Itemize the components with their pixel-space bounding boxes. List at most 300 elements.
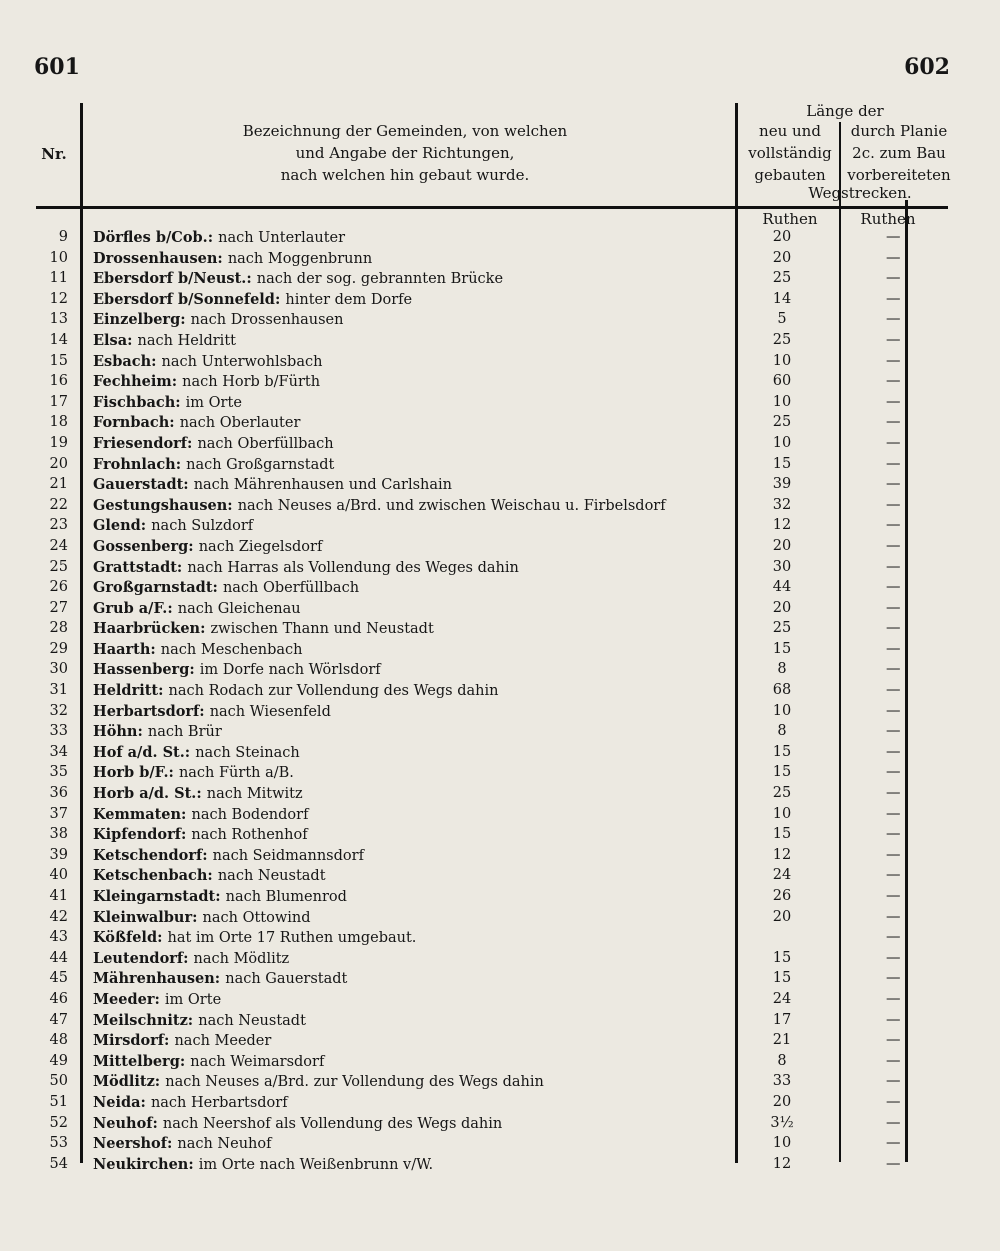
row-description: [93, 229, 345, 246]
header-col-new-line-3: gebauten: [754, 166, 826, 184]
row-value: 3½: [770, 1114, 794, 1131]
row-dash: —: [886, 826, 901, 843]
row-dash: —: [886, 290, 901, 307]
row-number: 39: [49, 846, 68, 863]
row-description: [93, 600, 301, 617]
row-description: [93, 517, 253, 534]
row-number: 21: [49, 476, 68, 493]
table-row: [0, 990, 1000, 1011]
row-route: nach der sog. gebrannten Brücke: [256, 271, 504, 288]
table-row: [0, 825, 1000, 846]
table-row: [0, 1031, 1000, 1052]
row-value: 20: [772, 908, 792, 925]
row-value: 60: [772, 373, 792, 390]
table-row: [0, 928, 1000, 949]
row-value: 25: [772, 414, 792, 431]
row-route: nach Mödlitz: [193, 950, 290, 967]
row-number: 18: [49, 414, 68, 431]
header-description-line-2: und Angabe der Richtungen,: [295, 144, 515, 162]
row-route: nach Rothenhof: [191, 827, 308, 844]
row-dash: —: [886, 640, 901, 657]
row-description: [93, 1115, 502, 1132]
row-number: 36: [49, 785, 68, 802]
row-number: 38: [49, 826, 68, 843]
table-row: [0, 681, 1000, 702]
table-row: [0, 1072, 1000, 1093]
row-dash: —: [886, 1073, 901, 1090]
row-number: 11: [49, 270, 68, 287]
row-value: 25: [772, 620, 792, 637]
table-row: [0, 1052, 1000, 1073]
row-route: nach Moggenbrunn: [227, 250, 373, 267]
row-place: Leutendorf:: [93, 949, 189, 967]
row-place: Einzelberg:: [93, 311, 186, 329]
row-description: [93, 1053, 324, 1070]
row-description: [93, 867, 326, 884]
row-number: 17: [49, 393, 68, 410]
row-route: nach Gleichenau: [177, 600, 301, 617]
header-description-line-1: Bezeichnung der Gemeinden, von welchen: [242, 122, 568, 140]
row-place: Hassenberg:: [93, 661, 195, 679]
row-place: Fischbach:: [93, 393, 181, 411]
row-route: nach Bodendorf: [191, 806, 309, 823]
row-description: [93, 723, 222, 740]
row-number: 10: [49, 249, 68, 266]
row-route: nach Gauerstadt: [225, 971, 348, 988]
table-row: [0, 1011, 1000, 1032]
row-number: 30: [49, 661, 68, 678]
row-route: nach Seidmannsdorf: [212, 847, 364, 864]
row-number: 52: [49, 1114, 68, 1131]
row-value: 30: [772, 558, 792, 575]
row-dash: —: [886, 558, 901, 575]
table-row: [0, 537, 1000, 558]
table-row: [0, 352, 1000, 373]
row-dash: —: [886, 537, 901, 554]
row-place: Ebersdorf b/Neust.:: [93, 270, 252, 288]
row-route: nach Neustadt: [198, 1012, 306, 1029]
row-value: 21: [772, 1032, 792, 1049]
row-value: 20: [772, 599, 792, 616]
row-place: Haarbrücken:: [93, 620, 206, 638]
row-number: 33: [49, 723, 68, 740]
row-place: Ebersdorf b/Sonnefeld:: [93, 290, 281, 308]
row-dash: —: [886, 620, 901, 637]
header-unit-planie: Ruthen: [860, 210, 916, 228]
row-dash: —: [886, 949, 901, 966]
row-value: 39: [772, 476, 792, 493]
page-number-right: 602: [904, 54, 950, 80]
row-dash: —: [886, 229, 901, 245]
row-number: 16: [49, 373, 68, 390]
row-dash: —: [886, 455, 901, 472]
row-description: [93, 394, 242, 411]
table-row: [0, 290, 1000, 311]
row-value: 10: [772, 805, 792, 822]
row-dash: —: [886, 1114, 901, 1131]
row-description: [93, 929, 416, 946]
row-description: [93, 579, 359, 596]
row-place: Großgarnstadt:: [93, 579, 218, 597]
row-dash: —: [886, 434, 901, 451]
row-route: nach Ziegelsdorf: [198, 538, 323, 555]
row-description: [93, 538, 322, 555]
row-description: [93, 785, 303, 802]
header-col-new-line-1: neu und: [759, 122, 821, 140]
row-dash: —: [886, 702, 901, 719]
table-row: [0, 1093, 1000, 1114]
row-description: [93, 806, 308, 823]
row-place: Elsa:: [93, 331, 133, 349]
row-dash: —: [886, 970, 901, 987]
row-description: [93, 1073, 544, 1090]
row-description: [93, 764, 294, 781]
row-place: Horb b/F.:: [93, 764, 174, 782]
row-place: Mirsdorf:: [93, 1032, 170, 1050]
row-place: Neershof:: [93, 1135, 173, 1153]
row-place: Esbach:: [93, 352, 157, 370]
row-dash: —: [886, 1155, 901, 1172]
table-row: [0, 743, 1000, 764]
row-dash: —: [886, 579, 901, 596]
row-route: nach Rodach zur Vollendung des Wegs dahin: [168, 683, 499, 700]
row-route: im Orte nach Weißenbrunn v/W.: [198, 1156, 434, 1173]
table-row: [0, 1134, 1000, 1155]
row-route: nach Oberfüllbach: [222, 580, 360, 597]
table-row: [0, 660, 1000, 681]
row-value: 14: [772, 290, 792, 307]
header-col-planie: [843, 120, 955, 186]
row-route: nach Meeder: [174, 1033, 272, 1050]
header-nr: Nr.: [41, 145, 67, 163]
row-place: Herbartsdorf:: [93, 702, 205, 720]
row-value: 17: [772, 1011, 792, 1028]
row-route: nach Weimarsdorf: [190, 1053, 325, 1070]
row-place: Mittelberg:: [93, 1052, 186, 1070]
row-dash: —: [886, 867, 901, 884]
row-number: 19: [49, 434, 68, 451]
row-dash: —: [886, 805, 901, 822]
row-value: 8: [777, 723, 787, 740]
table-body: [0, 228, 1000, 1175]
row-route: nach Neuses a/Brd. und zwischen Weischau u. Firbelsdorf: [237, 497, 666, 514]
row-value: 24: [772, 990, 792, 1007]
row-value: 32: [772, 496, 792, 513]
header-col-planie-line-1: durch Planie: [850, 122, 948, 140]
row-dash: —: [886, 764, 901, 781]
row-number: 23: [49, 517, 68, 534]
table-row: [0, 640, 1000, 661]
row-value: 12: [772, 517, 792, 534]
row-number: 22: [49, 496, 68, 513]
table-row: [0, 702, 1000, 723]
row-description: [93, 909, 311, 926]
row-place: Friesendorf:: [93, 434, 193, 452]
row-dash: —: [886, 249, 901, 266]
header-length-label: Länge der: [806, 102, 884, 120]
row-number: 28: [49, 620, 68, 637]
table-row: [0, 558, 1000, 579]
row-number: 9: [58, 229, 68, 245]
row-place: Glend:: [93, 517, 147, 535]
row-value: 15: [772, 764, 792, 781]
row-value: 33: [772, 1073, 792, 1090]
table-row: [0, 949, 1000, 970]
row-description: [93, 682, 498, 699]
row-description: [93, 414, 300, 431]
row-dash: —: [886, 270, 901, 287]
row-value: 26: [772, 888, 792, 904]
row-value: 44: [772, 579, 792, 596]
row-number: 51: [49, 1093, 68, 1110]
row-value: 15: [772, 640, 792, 657]
row-dash: —: [886, 476, 901, 493]
row-route: zwischen Thann und Neustadt: [210, 621, 434, 638]
header-col-planie-line-3: vorbereiteten: [847, 166, 951, 184]
row-number: 26: [49, 579, 68, 596]
row-description: [93, 291, 412, 308]
row-place: Gestungshausen:: [93, 496, 233, 514]
row-place: Kleingarnstadt:: [93, 888, 221, 905]
row-dash: —: [886, 1032, 901, 1049]
row-dash: —: [886, 661, 901, 678]
row-route: nach Neershof als Vollendung des Wegs dahin: [162, 1115, 503, 1132]
row-description: [93, 888, 347, 905]
row-value: 15: [772, 949, 792, 966]
row-number: 50: [49, 1073, 68, 1090]
row-route: nach Heldritt: [137, 332, 236, 349]
row-place: Dörfles b/Cob.:: [93, 229, 214, 246]
row-route: nach Neustadt: [217, 868, 326, 885]
table-row: [0, 1155, 1000, 1176]
row-description: [93, 1094, 288, 1111]
page-number-left: 601: [34, 54, 80, 80]
row-route: nach Herbartsdorf: [150, 1094, 288, 1111]
row-dash: —: [886, 846, 901, 863]
row-place: Meeder:: [93, 990, 160, 1008]
header-description: [180, 120, 630, 186]
row-description: [93, 1032, 271, 1049]
row-place: Mährenhausen:: [93, 970, 221, 988]
row-value: 5: [777, 311, 787, 328]
row-place: Horb a/d. St.:: [93, 785, 202, 803]
row-place: Neida:: [93, 1093, 146, 1111]
table-row: [0, 269, 1000, 290]
row-route: nach Unterlauter: [218, 230, 346, 246]
row-number: 29: [49, 640, 68, 657]
row-value: 68: [772, 682, 792, 699]
row-description: [93, 826, 308, 843]
row-description: [93, 744, 300, 761]
row-number: 31: [49, 682, 68, 699]
row-description: [93, 641, 302, 658]
row-number: 37: [49, 805, 68, 822]
row-value: 20: [772, 1093, 792, 1110]
row-number: 40: [49, 867, 68, 884]
row-value: 15: [772, 970, 792, 987]
table-row: [0, 599, 1000, 620]
row-dash: —: [886, 723, 901, 740]
row-dash: —: [886, 785, 901, 802]
row-place: Gossenberg:: [93, 537, 194, 555]
row-number: 44: [49, 949, 68, 966]
row-description: [93, 847, 364, 864]
row-value: 15: [772, 455, 792, 472]
row-place: Ketschenbach:: [93, 867, 213, 885]
row-description: [93, 250, 372, 267]
row-route: hat im Orte 17 Ruthen umgebaut.: [167, 930, 417, 947]
table-row: [0, 805, 1000, 826]
row-dash: —: [886, 990, 901, 1007]
row-description: [93, 661, 381, 678]
row-value: 10: [772, 434, 792, 451]
row-number: 20: [49, 455, 68, 472]
row-place: Neuhof:: [93, 1114, 158, 1132]
row-value: 8: [777, 1052, 787, 1069]
row-route: im Orte: [164, 991, 222, 1008]
row-route: nach Brür: [147, 724, 222, 741]
row-place: Fornbach:: [93, 414, 175, 432]
table-row: [0, 722, 1000, 743]
row-number: 54: [49, 1155, 68, 1172]
row-number: 12: [49, 290, 68, 307]
table-row: [0, 866, 1000, 887]
row-value: 20: [772, 249, 792, 266]
row-route: nach Oberfüllbach: [197, 435, 334, 452]
row-route: nach Wiesenfeld: [209, 703, 331, 720]
row-route: nach Sulzdorf: [151, 518, 254, 535]
row-description: [93, 311, 343, 328]
row-value: 8: [777, 661, 787, 678]
table-row: [0, 578, 1000, 599]
row-number: 34: [49, 743, 68, 760]
row-route: nach Ottowind: [202, 909, 311, 926]
row-description: [93, 991, 221, 1008]
row-place: Gauerstadt:: [93, 476, 189, 494]
row-route: nach Steinach: [195, 744, 300, 761]
row-dash: —: [886, 1052, 901, 1069]
row-value: 10: [772, 352, 792, 369]
row-description: [93, 456, 334, 473]
table-row: [0, 619, 1000, 640]
header-wegstrecken: Wegstrecken.: [808, 184, 912, 202]
row-dash: —: [886, 352, 901, 369]
row-place: Kipfendorf:: [93, 826, 187, 844]
row-description: [93, 1012, 306, 1029]
row-description: [93, 1156, 433, 1173]
row-value: 20: [772, 229, 792, 245]
row-value: 10: [772, 393, 792, 410]
row-number: 43: [49, 929, 68, 946]
row-place: Grattstadt:: [93, 558, 183, 576]
row-route: nach Meschenbach: [160, 641, 303, 658]
row-place: Ketschendorf:: [93, 846, 208, 864]
table-row: [0, 228, 1000, 249]
row-number: 53: [49, 1135, 68, 1152]
table-row: [0, 310, 1000, 331]
row-route: hinter dem Dorfe: [285, 291, 413, 308]
row-dash: —: [886, 393, 901, 410]
row-route: nach Drossenhausen: [190, 312, 344, 329]
row-value: 25: [772, 270, 792, 287]
row-place: Kößfeld:: [93, 929, 163, 947]
row-number: 14: [49, 331, 68, 348]
row-number: 15: [49, 352, 68, 369]
row-value: 10: [772, 1135, 792, 1152]
row-number: 47: [49, 1011, 68, 1028]
table-row: [0, 331, 1000, 352]
table-row: [0, 784, 1000, 805]
row-dash: —: [886, 929, 901, 946]
row-number: 49: [49, 1052, 68, 1069]
row-value: 10: [772, 702, 792, 719]
row-description: [93, 476, 452, 493]
row-number: 45: [49, 970, 68, 987]
row-number: 24: [49, 537, 68, 554]
table-row: [0, 763, 1000, 784]
row-description: [93, 497, 666, 514]
row-dash: —: [886, 517, 901, 534]
row-place: Heldritt:: [93, 682, 164, 700]
table-row: [0, 846, 1000, 867]
row-place: Kleinwalbur:: [93, 908, 198, 926]
row-dash: —: [886, 599, 901, 616]
row-place: Hof a/d. St.:: [93, 743, 191, 761]
table-row: [0, 908, 1000, 929]
table-row: [0, 496, 1000, 517]
row-route: nach Unterwohlsbach: [161, 353, 323, 370]
row-dash: —: [886, 496, 901, 513]
table-row: [0, 969, 1000, 990]
row-dash: —: [886, 1011, 901, 1028]
row-dash: —: [886, 331, 901, 348]
row-route: nach Harras als Vollendung des Weges dahin: [187, 559, 519, 576]
row-number: 32: [49, 702, 68, 719]
row-value: 15: [772, 826, 792, 843]
row-value: 15: [772, 743, 792, 760]
row-description: [93, 373, 320, 390]
row-place: Drossenhausen:: [93, 249, 223, 267]
row-place: Fechheim:: [93, 373, 178, 391]
table-row: [0, 455, 1000, 476]
header-col-planie-line-2: 2c. zum Bau: [852, 144, 946, 162]
row-description: [93, 1135, 271, 1152]
header-description-line-3: nach welchen hin gebaut wurde.: [280, 166, 530, 184]
row-place: Haarth:: [93, 640, 156, 658]
row-number: 41: [49, 888, 68, 904]
table-row: [0, 475, 1000, 496]
row-value: 24: [772, 867, 792, 884]
row-value: 25: [772, 785, 792, 802]
header-col-new-line-2: vollständig: [748, 144, 832, 162]
row-route: nach Neuses a/Brd. zur Vollendung des Wegs dahin: [165, 1074, 544, 1091]
row-description: [93, 620, 434, 637]
table-row: [0, 887, 1000, 908]
row-number: 25: [49, 558, 68, 575]
table-row: [0, 393, 1000, 414]
row-route: nach Oberlauter: [179, 415, 301, 432]
table-row: [0, 372, 1000, 393]
row-place: Grub a/F.:: [93, 599, 173, 617]
row-dash: —: [886, 311, 901, 328]
row-value: 25: [772, 331, 792, 348]
row-number: 27: [49, 599, 68, 616]
row-number: 42: [49, 908, 68, 925]
row-dash: —: [886, 373, 901, 390]
row-route: nach Blumenrod: [225, 889, 347, 905]
table-row: [0, 413, 1000, 434]
row-place: Neukirchen:: [93, 1155, 194, 1173]
